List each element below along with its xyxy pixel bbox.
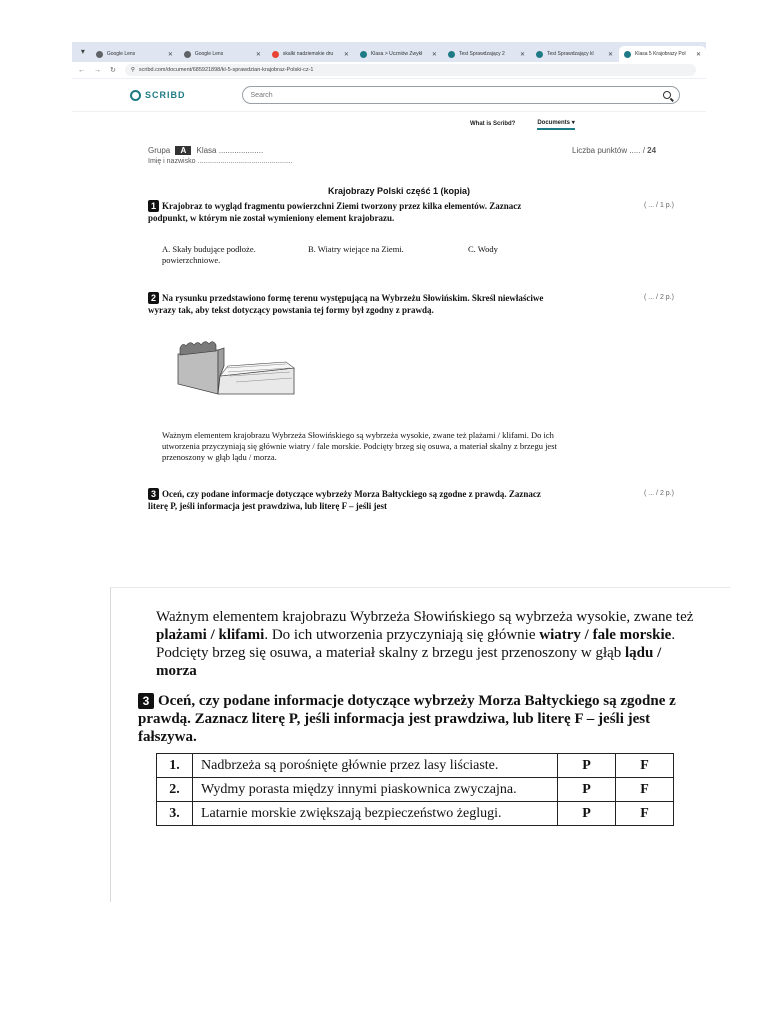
- zoom-paragraph: Ważnym elementem krajobrazu Wybrzeża Słowińskiego są wybrzeża wysokie, zwane też plażami / klifami. Do ich utworzenia przyczyniają się głównie wiatry / fale morskie. Podcięty brzeg się osuwa, a materiał skalny z brzegu jest przenoszony w głąb lądu / morza: [156, 609, 694, 679]
- tab-favicon-icon: [184, 51, 191, 58]
- question-number-badge: 2: [148, 292, 159, 304]
- site-info-icon[interactable]: ⚲: [130, 67, 135, 73]
- tab-favicon-icon: [96, 51, 103, 58]
- question-number-badge: 1: [148, 200, 159, 212]
- row-statement: Nadbrzeża są porośnięte głównie przez lasy liściaste.: [193, 754, 558, 778]
- nav-documents[interactable]: Documents ▾: [537, 119, 574, 130]
- grupa-badge: A: [175, 146, 191, 155]
- tab-favicon-icon: [272, 51, 279, 58]
- row-number: 1.: [157, 754, 193, 778]
- table-row: [157, 802, 674, 826]
- row-number: 2.: [157, 778, 193, 802]
- tab-close-icon[interactable]: ✕: [519, 51, 525, 58]
- question-3-points: ( ... / 2 p.): [644, 490, 674, 497]
- question-2: 2 Na rysunku przedstawiono formę terenu występującą na Wybrzeżu Słowińskim. Skreśl niewłaściwe wyrazy tak, aby tekst dotyczący powstania tej formy był zgodny z prawdą.: [148, 293, 544, 315]
- tab-search-icon[interactable]: ▾: [80, 47, 85, 56]
- tab-favicon-icon: [536, 51, 543, 58]
- zoomed-document-crop: [110, 587, 730, 902]
- nav-what-is-scribd[interactable]: What is Scribd?: [470, 121, 516, 127]
- row-statement: Wydmy porasta między innymi piaskownica zwyczajna.: [193, 778, 558, 802]
- answer-c-cont: powierzchniowe.: [162, 255, 221, 265]
- forward-icon[interactable]: →: [94, 66, 101, 74]
- zoom-question-3: 3 Oceń, czy podane informacje dotyczące wybrzeży Morza Bałtyckiego są zgodne z prawdą. Zaznacz literę P, jeśli informacja jest prawdziwa, lub literę F – jeśli jest fałszywa.: [138, 693, 676, 745]
- tab-close-icon[interactable]: ✕: [431, 51, 437, 58]
- true-option[interactable]: P: [558, 778, 616, 802]
- browser-tab[interactable]: Klasa > Uczniów Zwykł ✕: [355, 46, 442, 62]
- question-1-points: ( ... / 1 p.): [644, 202, 674, 209]
- table-row: [157, 778, 674, 802]
- browser-tab[interactable]: Google Lens ✕: [91, 46, 178, 62]
- name-line: Imię i nazwisko .................................................: [148, 158, 293, 165]
- scribd-logo-icon: [130, 90, 141, 101]
- scribd-subnav: [72, 112, 706, 136]
- browser-tab[interactable]: Google Lens ✕: [179, 46, 266, 62]
- points-line: Liczba punktów ..... / 24: [572, 146, 657, 155]
- search-input[interactable]: Search: [242, 86, 680, 104]
- answer-a: A. Skały budujące podłoże.: [162, 244, 256, 254]
- document-page: [72, 142, 706, 512]
- question-2-paragraph: Ważnym elementem krajobrazu Wybrzeża Słowińskiego są wybrzeża wysokie, zwane też plażami / klifami. Do ich utworzenia przyczyniają się głównie wiatry / fale morskie. Podcięty brzeg się osuwa, a materiał skalny z brzegu jest przenoszony w głąb lądu / morza.: [162, 430, 557, 462]
- true-false-table: [156, 753, 674, 826]
- false-option[interactable]: F: [616, 778, 674, 802]
- url-field[interactable]: ⚲ scribd.com/document/685921898/kl-5-sprawdzian-krajobraz-Polski-cz-1: [125, 64, 696, 76]
- browser-screenshot: [72, 42, 706, 512]
- tab-favicon-icon: [624, 51, 631, 58]
- tab-close-icon[interactable]: ✕: [343, 51, 349, 58]
- row-number: 3.: [157, 802, 193, 826]
- reload-icon[interactable]: ↻: [110, 67, 116, 74]
- page-title: Krajobrazy Polski część 1 (kopia): [328, 186, 471, 196]
- true-option[interactable]: P: [558, 802, 616, 826]
- tab-strip: [72, 42, 706, 62]
- tab-close-icon[interactable]: ✕: [696, 51, 702, 58]
- question-number-badge: 3: [148, 488, 159, 500]
- tab-close-icon[interactable]: ✕: [255, 51, 261, 58]
- grupa-line: Grupa A Klasa ....................: [148, 146, 264, 155]
- browser-tab[interactable]: Test Sprawdzający kl ✕: [531, 46, 618, 62]
- false-option[interactable]: F: [616, 754, 674, 778]
- tab-close-icon[interactable]: ✕: [607, 51, 614, 58]
- question-3: 3 Oceń, czy podane informacje dotyczące wybrzeży Morza Bałtyckiego są zgodne z prawdą. Zaznacz literę P, jeśli informacja jest prawdziwa, lub literę F – jeśli jest: [148, 489, 541, 511]
- answer-b: B. Wiatry wiejące na Ziemi.: [308, 244, 404, 254]
- scribd-logo[interactable]: SCRIBD: [130, 90, 186, 101]
- false-option[interactable]: F: [616, 802, 674, 826]
- address-bar-row: [72, 62, 706, 79]
- question-number-badge: 3: [138, 693, 154, 709]
- true-option[interactable]: P: [558, 754, 616, 778]
- back-icon[interactable]: ←: [78, 66, 85, 74]
- tab-favicon-icon: [360, 51, 367, 58]
- search-icon[interactable]: [663, 91, 671, 99]
- answer-c: C. Wody: [468, 244, 498, 254]
- browser-tab[interactable]: Test Sprawdzający 2 ✕: [443, 46, 530, 62]
- scribd-header: [72, 79, 706, 112]
- tab-close-icon[interactable]: ✕: [167, 51, 173, 58]
- chevron-down-icon: ▾: [571, 119, 575, 126]
- browser-tab-active[interactable]: Klasa 5 Krajobrazy Pol ✕: [619, 46, 706, 62]
- question-1: 1 Krajobraz to wygląd fragmentu powierzchni Ziemi tworzony przez kilka elementów. Zaznacz podpunkt, w którym nie został wymieniony element krajobrazu.: [148, 201, 522, 223]
- tab-favicon-icon: [448, 51, 455, 58]
- question-2-points: ( ... / 2 p.): [644, 294, 674, 301]
- cliff-illustration: [176, 336, 296, 398]
- browser-tab[interactable]: skalki nadziemskie dru ✕: [267, 46, 354, 62]
- row-statement: Latarnie morskie zwiększają bezpieczeństwo żeglugi.: [193, 802, 558, 826]
- table-row: [157, 754, 674, 778]
